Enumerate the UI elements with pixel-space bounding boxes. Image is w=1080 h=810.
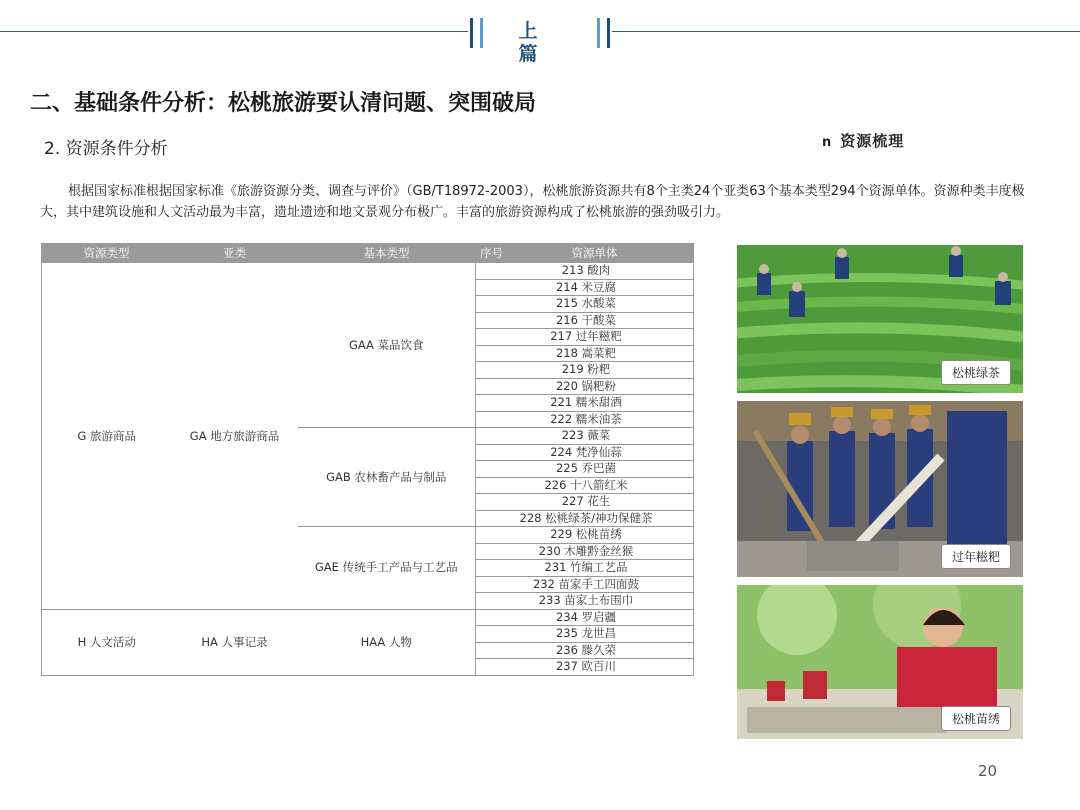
header-type: 资源类型 <box>42 244 172 263</box>
basic-cell: GAE 传统手工产品与工艺品 <box>298 527 476 610</box>
type-cell: H 人文活动 <box>42 609 172 675</box>
unit-cell: 237 欧百川 <box>476 659 694 676</box>
photo-caption: 松桃绿茶 <box>941 360 1011 385</box>
photo-caption: 松桃苗绣 <box>941 706 1011 731</box>
table-row <box>42 263 694 280</box>
bullet-marker: n <box>822 135 833 150</box>
header-unit: 资源单体 <box>516 244 694 263</box>
basic-cell: GAA 菜品饮食 <box>298 263 476 428</box>
ciba-making-photo <box>737 401 1023 577</box>
header-bar <box>607 18 610 48</box>
intro-paragraph: 根据国家标准根据国家标准《旅游资源分类、调查与评价》（GB/T18972-2003），松桃旅游资源共有8个主类24个亚类63个基本类型294个资源单体。资源种类丰度极大，其中建筑设施和人文活动最为丰富，遗址遗迹和地文景观分布极广。丰富的旅游资源构成了松桃旅游的强劲吸引力。 <box>40 184 1025 220</box>
table-row <box>42 609 694 626</box>
header-bar <box>470 18 473 48</box>
unit-cell: 214 米豆腐 <box>476 279 694 296</box>
sub-cell: HA 人事记录 <box>172 609 298 675</box>
unit-cell: 236 滕久荣 <box>476 642 694 659</box>
sub-cell: GA 地方旅游商品 <box>172 263 298 610</box>
unit-cell: 223 薇菜 <box>476 428 694 445</box>
resource-table <box>41 243 694 676</box>
unit-cell: 233 苗家土布围巾 <box>476 593 694 610</box>
basic-cell: HAA 人物 <box>298 609 476 675</box>
part-label: 上篇 <box>518 20 538 65</box>
unit-cell: 221 糯米甜酒 <box>476 395 694 412</box>
header-line-left <box>0 31 468 32</box>
unit-cell: 218 嵩菜粑 <box>476 345 694 362</box>
header-bar <box>597 18 600 48</box>
unit-cell: 219 粉粑 <box>476 362 694 379</box>
unit-cell: 228 松桃绿茶/神功保健茶 <box>476 510 694 527</box>
header-line-right <box>612 31 1080 32</box>
unit-cell: 231 竹编工艺品 <box>476 560 694 577</box>
section-title: 二、基础条件分析：松桃旅游要认清问题、突围破局 <box>30 91 537 116</box>
unit-cell: 220 锅粑粉 <box>476 378 694 395</box>
basic-cell: GAB 农林畜产品与制品 <box>298 428 476 527</box>
tea-garden-photo <box>737 245 1023 393</box>
unit-cell: 229 松桃苗绣 <box>476 527 694 544</box>
unit-cell: 213 酸肉 <box>476 263 694 280</box>
unit-cell: 217 过年糍粑 <box>476 329 694 346</box>
unit-cell: 216 干酸菜 <box>476 312 694 329</box>
unit-cell: 224 梵净仙蒜 <box>476 444 694 461</box>
page-number: 20 <box>978 762 998 780</box>
header-sub: 亚类 <box>172 244 298 263</box>
header-seq: 序号 <box>476 244 516 263</box>
unit-cell: 226 十八箭红米 <box>476 477 694 494</box>
unit-cell: 227 花生 <box>476 494 694 511</box>
unit-cell: 215 水酸菜 <box>476 296 694 313</box>
unit-cell: 234 罗启疆 <box>476 609 694 626</box>
table-header-row <box>42 244 694 263</box>
unit-cell: 225 乔巴菌 <box>476 461 694 478</box>
sub-title: 2. 资源条件分析 <box>44 139 168 159</box>
side-note-text: 资源梳理 <box>840 132 905 150</box>
unit-cell: 232 苗家手工四面鼓 <box>476 576 694 593</box>
unit-cell: 235 龙世昌 <box>476 626 694 643</box>
unit-cell: 230 木雕黔金丝猴 <box>476 543 694 560</box>
header-basic: 基本类型 <box>298 244 476 263</box>
header-bar <box>480 18 483 48</box>
side-note <box>822 130 912 154</box>
photo-caption: 过年糍粑 <box>941 544 1011 569</box>
unit-cell: 222 糯米油茶 <box>476 411 694 428</box>
embroidery-photo <box>737 585 1023 739</box>
type-cell: G 旅游商品 <box>42 263 172 610</box>
